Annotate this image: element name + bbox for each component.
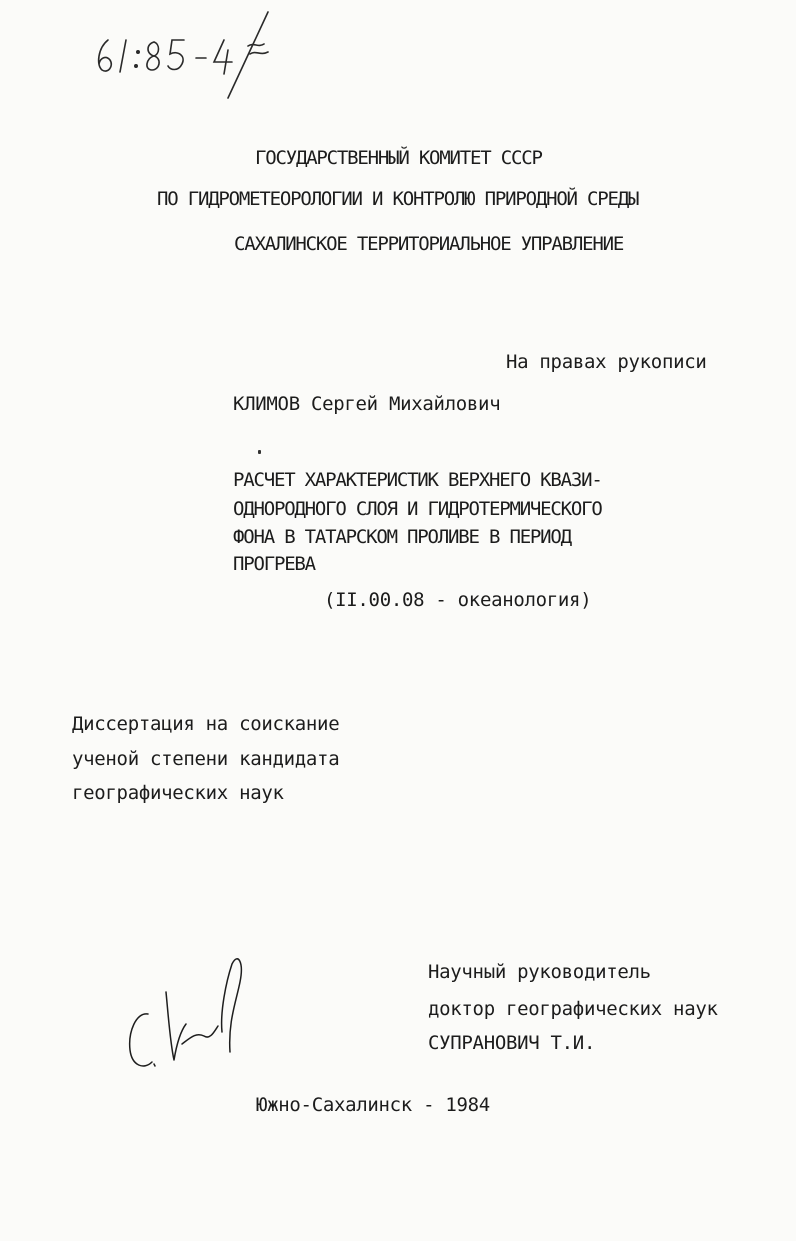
- signature: [118, 952, 258, 1082]
- handwritten-archive-mark: [88, 10, 308, 100]
- supervisor-degree: доктор географических наук: [428, 998, 718, 1020]
- rights-note: На правах рукописи: [506, 351, 707, 373]
- title-line-4: ПРОГРЕВА: [233, 553, 315, 575]
- title-line-1: РАСЧЕТ ХАРАКТЕРИСТИК ВЕРХНЕГО КВАЗИ-: [233, 469, 602, 491]
- supervisor-name: СУПРАНОВИЧ Т.И.: [428, 1032, 596, 1054]
- header-department: ПО ГИДРОМЕТЕОРОЛОГИИ И КОНТРОЛЮ ПРИРОДНОЙ СРЕДЫ: [157, 188, 639, 210]
- title-line-2: ОДНОРОДНОГО СЛОЯ И ГИДРОТЕРМИЧЕСКОГО: [233, 498, 602, 520]
- specialty-code: (II.00.08 - океанология): [324, 589, 592, 611]
- header-regional-office: САХАЛИНСКОЕ ТЕРРИТОРИАЛЬНОЕ УПРАВЛЕНИЕ: [234, 233, 624, 255]
- title-line-3: ФОНА В ТАТАРСКОМ ПРОЛИВЕ В ПЕРИОД: [233, 526, 571, 548]
- degree-line-2: ученой степени кандидата: [72, 748, 340, 770]
- author-name: КЛИМОВ Сергей Михайлович: [233, 393, 501, 415]
- supervisor-role: Научный руководитель: [428, 961, 651, 983]
- place-and-year: Южно-Сахалинск - 1984: [256, 1094, 490, 1116]
- degree-line-1: Диссертация на соискание: [72, 713, 340, 735]
- header-committee: ГОСУДАРСТВЕННЫЙ КОМИТЕТ СССР: [255, 147, 542, 169]
- degree-line-3: географических наук: [72, 782, 284, 804]
- ink-dot: [258, 450, 261, 454]
